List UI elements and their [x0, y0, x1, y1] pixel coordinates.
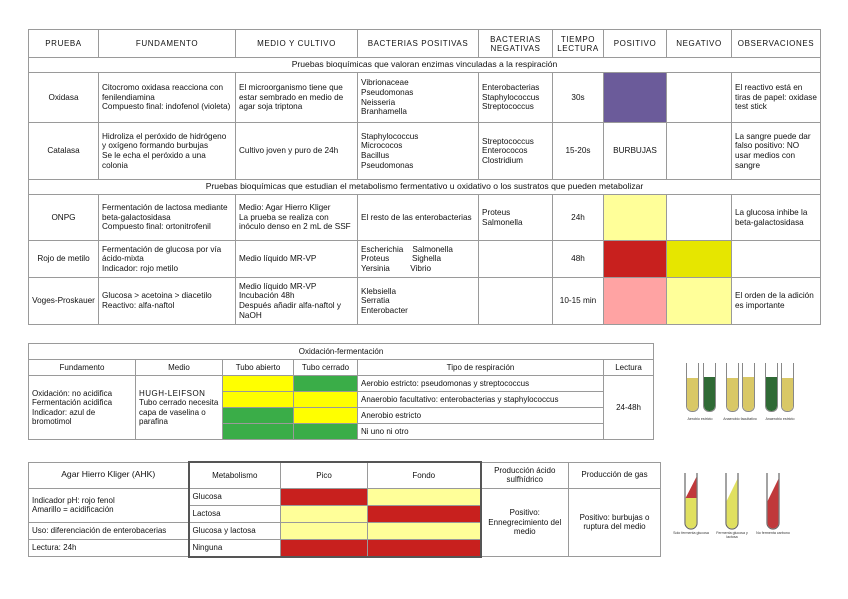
medio-cell	[236, 123, 358, 180]
positivas-cell	[358, 241, 479, 278]
of-row	[29, 376, 654, 392]
swatch-light-yellow	[368, 488, 481, 505]
negativas-cell	[479, 241, 553, 278]
text-line: Medio: Agar Hierro Kliger	[239, 203, 331, 213]
kia-metabolismo-cell: Lactosa	[189, 505, 281, 522]
header-fundamento: FUNDAMENTO	[99, 30, 236, 58]
text-line: Proteus Sighella	[361, 254, 442, 264]
table-row	[29, 278, 821, 325]
of-tipo-cell: Ni uno ni otro	[358, 424, 604, 440]
test-name: Rojo de metilo	[29, 241, 99, 278]
swatch-yellow	[294, 408, 358, 424]
of-header-tipo: Tipo de respiración	[358, 360, 604, 376]
observaciones-cell: La glucosa inhibe la beta-galactosidasa	[732, 195, 821, 241]
of-header-cerrado: Tubo cerrado	[294, 360, 358, 376]
kia-metabolismo-cell: Ninguna	[189, 539, 281, 557]
oxidation-fermentation-table	[28, 343, 654, 440]
text-line: Vibrionaceae	[361, 78, 409, 88]
kia-tubes-illustration	[673, 465, 830, 545]
text-line: Enterococos	[482, 146, 528, 156]
text-line: Yersinia Vibrio	[361, 263, 432, 273]
text-line: Bacillus	[361, 151, 390, 160]
swatch-green	[294, 376, 358, 392]
section-title-respiration: Pruebas bioquímicas que valoran enzimas vinculadas a la respiración	[29, 58, 821, 73]
tube-icon	[781, 363, 794, 412]
header-medio: MEDIO Y CULTIVO	[236, 30, 358, 58]
observaciones-cell: El orden de la adición es importante	[732, 278, 821, 325]
table-row	[29, 73, 821, 123]
test-name: Voges-Proskauer	[29, 278, 99, 325]
medio-cell	[236, 73, 358, 123]
fundamento-cell	[99, 241, 236, 278]
tube-icon	[703, 363, 716, 412]
text-line: Cultivo joven y puro de 24h	[239, 146, 339, 156]
swatch-light-yellow	[368, 522, 481, 539]
kia-header-sulfhidrico: Producción ácido sulfhídrico	[481, 462, 569, 488]
text-line: Escherichia Salmonella	[361, 244, 453, 254]
of-medio-cell	[136, 376, 223, 440]
text-line: Staphylococcus	[361, 131, 419, 141]
negativas-cell	[479, 278, 553, 325]
section-title-metabolism: Pruebas bioquímicas que estudian el metabolismo fermentativo u oxidativo o los sustratos que pueden metabolizar	[29, 180, 821, 195]
test-name: ONPG	[29, 195, 99, 241]
tube-icon	[742, 363, 755, 412]
text-line: Enterobacterias	[482, 83, 540, 93]
negativo-swatch-light-yellow	[667, 278, 732, 325]
positivo-cell: BURBUJAS	[604, 123, 667, 180]
text-line: Medio líquido MR-VP	[239, 254, 317, 264]
kia-info-cell	[29, 488, 189, 522]
text-line: Indicador pH: rojo fenol	[32, 495, 115, 505]
header-positivas: BACTERIAS POSITIVAS	[358, 30, 479, 58]
tiempo-cell: 24h	[553, 195, 604, 241]
of-fundamento-cell	[29, 376, 136, 440]
text-line: Enterobacter	[361, 305, 408, 315]
tube-icon	[765, 363, 778, 412]
medio-cell	[236, 195, 358, 241]
text-line: Branhamella	[361, 107, 407, 117]
kia-sulfhidrico-cell	[481, 488, 569, 557]
text-line: Pseudomonas	[361, 160, 414, 170]
test-name: Catalasa	[29, 123, 99, 180]
text-line: HUGH-LEIFSON	[139, 388, 206, 398]
negativo-swatch	[667, 73, 732, 123]
positivo-swatch-pink	[604, 278, 667, 325]
kia-info-cell: Uso: diferenciación de enterobacerias	[29, 522, 189, 539]
text-line: Después añadir alfa-naftol y NaOH	[239, 301, 341, 320]
kia-header-pico: Pico	[281, 462, 368, 488]
tube-label: No fermenta carbono	[756, 531, 790, 535]
kliger-table	[28, 461, 661, 558]
tube-icon	[726, 363, 739, 412]
text-line: Tubo cerrado necesita capa de vaselina o parafina	[139, 398, 219, 426]
negativas-cell	[479, 195, 553, 241]
kia-title: Agar Hierro Kliger (AHK)	[29, 462, 189, 488]
of-header-abierto: Tubo abierto	[223, 360, 294, 376]
text-line: Citocromo oxidasa reacciona con fenilendiamina	[102, 83, 224, 102]
text-line: Fermentación acidifica	[32, 398, 113, 408]
medio-cell	[236, 278, 358, 325]
positivas-cell	[358, 278, 479, 325]
of-header-fundamento: Fundamento	[29, 360, 136, 376]
text-line: Medio líquido MR-VP	[239, 281, 317, 291]
kia-metabolismo-cell: Glucosa	[189, 488, 281, 505]
biochemical-tests-table	[28, 29, 821, 325]
text-line: Pseudomonas	[361, 87, 414, 97]
text-line: Streptococcus	[482, 136, 534, 146]
negativas-cell	[479, 123, 553, 180]
text-line: Fermentación de glucosa por vía ácido-mixta	[102, 244, 222, 264]
text-line: Se le echa el peróxido a una colonia	[102, 151, 206, 170]
fundamento-cell	[99, 195, 236, 241]
swatch-red	[368, 505, 481, 522]
swatch-red	[281, 488, 368, 505]
tiempo-cell: 15-20s	[553, 123, 604, 180]
of-tipo-cell: Aerobio estricto: pseudomonas y streptococcus	[358, 376, 604, 392]
swatch-yellow	[223, 376, 294, 392]
of-tipo-cell: Anaerobio facultativo: enterobacterias y staphylococcus	[358, 392, 604, 408]
text-line: Fermentación de lactosa mediante beta-galactosidasa	[102, 203, 228, 222]
header-tiempo: TIEMPO LECTURA	[553, 30, 604, 58]
kia-metabolismo-cell: Glucosa y lactosa	[189, 522, 281, 539]
text-line: Positivo:	[509, 508, 540, 518]
swatch-green	[294, 424, 358, 440]
text-line: Compuesto final: indofenol (violeta)	[102, 102, 231, 112]
text-line: Hidroliza el peróxido de hidrógeno y oxígeno formando burbujas	[102, 131, 227, 151]
fundamento-cell	[99, 73, 236, 123]
text-line: Streptococcus	[482, 102, 534, 112]
positivo-swatch-red	[604, 241, 667, 278]
of-header-medio: Medio	[136, 360, 223, 376]
text-line: Incubación 48h	[239, 291, 295, 301]
text-line: Glucosa > acetoina > diacetilo	[102, 291, 212, 301]
text-line: Ennegrecimiento del medio	[488, 517, 562, 536]
tiempo-cell: 48h	[553, 241, 604, 278]
header-row	[29, 30, 821, 58]
text-line: Neisseria	[361, 97, 396, 107]
positivo-swatch-violet	[604, 73, 667, 123]
table-row	[29, 123, 821, 180]
observaciones-cell: La sangre puede dar falso positivo: NO usar medios con sangre	[732, 123, 821, 180]
table-row	[29, 195, 821, 241]
text-line: Oxidación: no acidifica	[32, 388, 113, 398]
swatch-yellow	[223, 392, 294, 408]
text-line: Positivo: burbujas o ruptura del medio	[579, 512, 650, 532]
text-line: Amarillo = acidificación	[32, 505, 114, 514]
tube-icon	[686, 363, 699, 412]
medio-cell	[236, 241, 358, 278]
header-negativo: NEGATIVO	[667, 30, 732, 58]
tiempo-cell: 30s	[553, 73, 604, 123]
header-observaciones: OBSERVACIONES	[732, 30, 821, 58]
positivas-cell	[358, 123, 479, 180]
observaciones-cell: El reactivo está en tiras de papel: oxidase test stick	[732, 73, 821, 123]
kia-header-metabolismo: Metabolismo	[189, 462, 281, 488]
swatch-light-yellow	[281, 505, 368, 522]
text-line: Micrococos	[361, 141, 403, 151]
kia-gas-cell	[569, 488, 661, 557]
swatch-red	[281, 539, 368, 557]
table-row	[29, 241, 821, 278]
swatch-green	[223, 408, 294, 424]
text-line: Klebsiella	[361, 286, 397, 296]
text-line: Proteus	[482, 207, 511, 217]
positivo-swatch-light-yellow	[604, 195, 667, 241]
header-prueba: PRUEBA	[29, 30, 99, 58]
text-line: Reactivo: alfa-naftol	[102, 301, 175, 310]
positivas-cell	[358, 195, 479, 241]
negativo-swatch-yellow	[667, 241, 732, 278]
negativo-swatch	[667, 123, 732, 180]
negativo-swatch	[667, 195, 732, 241]
tiempo-cell: 10-15 min	[553, 278, 604, 325]
text-line: Clostridium	[482, 155, 523, 165]
text-line: El microorganismo tiene que estar sembrado en medio de agar soja triptona	[239, 83, 344, 112]
text-line: El resto de las enterobacterias	[361, 212, 472, 222]
text-line: Serratia	[361, 296, 390, 306]
tube-label: Anaerobio estricto	[765, 417, 795, 421]
text-line: Indicador: azul de bromotimol	[32, 407, 96, 426]
fundamento-cell	[99, 123, 236, 180]
swatch-green	[223, 424, 294, 440]
header-negativas: BACTERIAS NEGATIVAS	[479, 30, 553, 58]
swatch-red	[368, 539, 481, 557]
swatch-yellow	[294, 392, 358, 408]
of-tubes-illustration	[680, 355, 830, 435]
kia-header-fondo: Fondo	[368, 462, 481, 488]
negativas-cell	[479, 73, 553, 123]
tube-label: Aerobio estricto	[687, 417, 713, 421]
tube-label: Fermenta glucosa y lactosa	[716, 531, 748, 539]
text-line: La prueba se realiza con inóculo denso en 2 mL de SSF	[239, 212, 351, 232]
kia-info-cell: Lectura: 24h	[29, 539, 189, 557]
tube-label: Anaerobio facultativo	[723, 417, 757, 421]
text-line: Staphylococcus	[482, 92, 540, 102]
of-lectura-cell: 24-48h	[604, 376, 654, 440]
header-positivo: POSITIVO	[604, 30, 667, 58]
of-tipo-cell: Anerobio estricto	[358, 408, 604, 424]
fundamento-cell	[99, 278, 236, 325]
kia-header-gas: Producción de gas	[569, 462, 661, 488]
of-header-lectura: Lectura	[604, 360, 654, 376]
text-line: Salmonella	[482, 217, 523, 227]
text-line: Indicador: rojo metilo	[102, 263, 178, 273]
positivas-cell	[358, 73, 479, 123]
observaciones-cell	[732, 241, 821, 278]
tube-label: Solo fermenta glucosa	[673, 531, 709, 535]
of-title: Oxidación-fermentación	[29, 344, 654, 360]
test-name: Oxidasa	[29, 73, 99, 123]
swatch-light-yellow	[281, 522, 368, 539]
text-line: Compuesto final: ortonitrofenil	[102, 222, 211, 232]
